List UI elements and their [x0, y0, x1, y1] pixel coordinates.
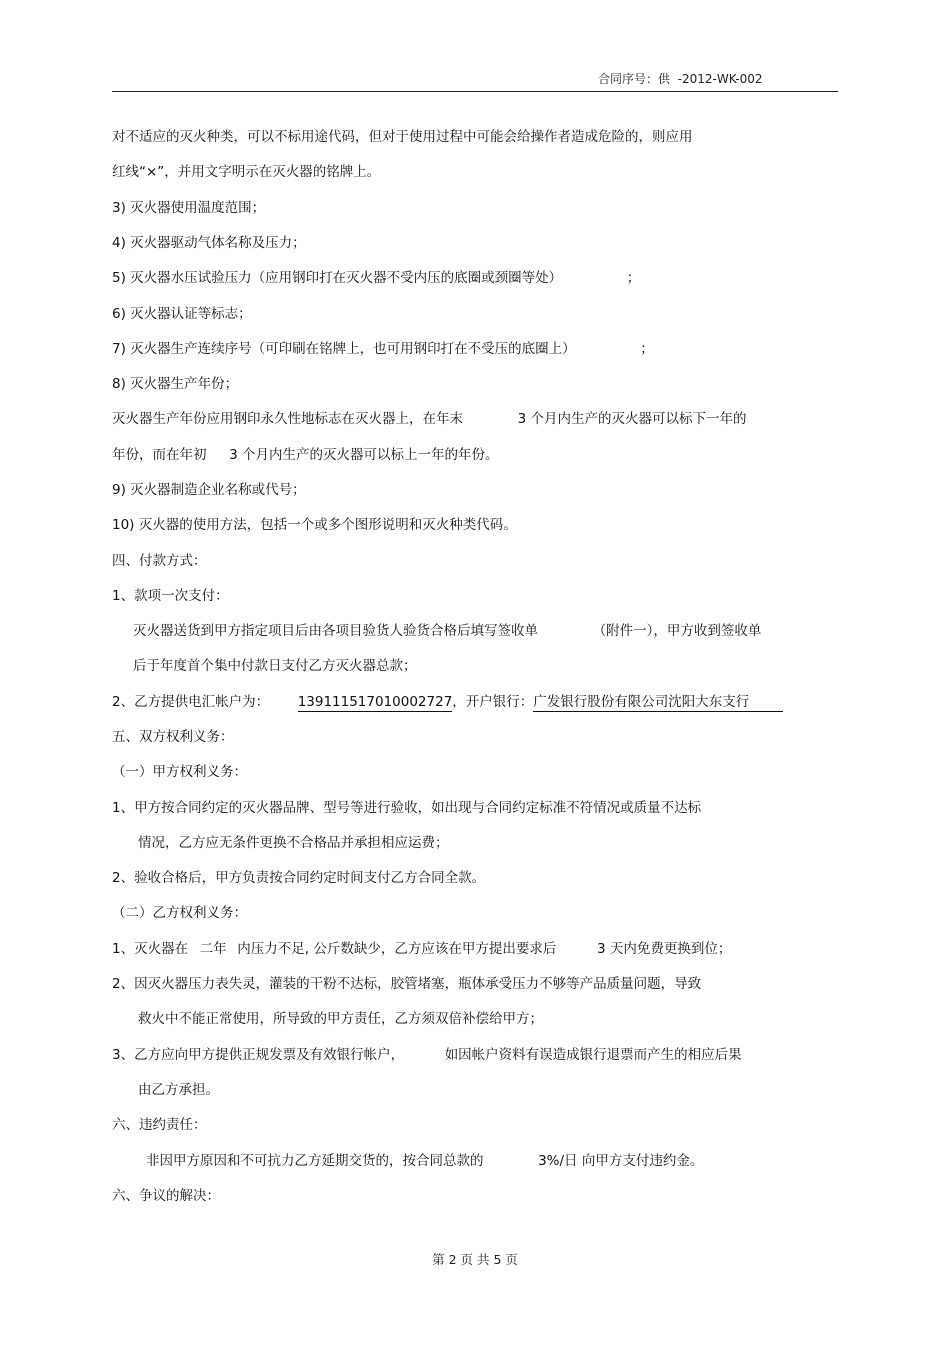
text-line — [112, 446, 498, 464]
list-item-text: 5) 灭火器水压试验压力（应用钢印打在灭火器不受内压的底圈或颈圈等处） — [112, 270, 563, 286]
bank-label: ，开户银行： — [452, 694, 534, 710]
list-item: 2、因灭火器压力表失灵，灌装的干粉不达标，胶管堵塞，瓶体承受压力不够等产品质量问题，导致 — [112, 976, 702, 992]
list-item: 8) 灭火器生产年份； — [112, 376, 239, 392]
text-segment: 3、乙方应向甲方提供正规发票及有效银行帐户， — [112, 1047, 405, 1063]
bank-account-line — [112, 693, 783, 711]
text-segment: 灭火器生产年份应用钢印永久性地标志在灭火器上，在年末 — [112, 411, 463, 427]
text-segment: 如因帐户资料有误造成银行退票而产生的相应后果 — [444, 1047, 742, 1063]
text-segment: 二年 — [199, 941, 227, 957]
list-item: 2、验收合格后，甲方负责按合同约定时间支付乙方合同全款。 — [112, 870, 486, 886]
list-item-text: 7) 灭火器生产连续序号（可印刷在铭牌上，也可用钢印打在不受压的底圈上） — [112, 341, 576, 357]
text-segment: 内压力不足 — [237, 941, 305, 957]
list-item — [112, 940, 731, 958]
list-item: 3) 灭火器使用温度范围； — [112, 200, 266, 216]
text-segment: 年份，而在年初 — [112, 447, 207, 463]
subsection-heading: 1、款项一次支付： — [112, 588, 229, 604]
list-item — [112, 340, 654, 358]
account-label: 2、乙方提供电汇帐户为： — [112, 694, 270, 710]
subsection-heading: （二）乙方权利义务： — [112, 905, 247, 921]
contract-number: -2012-WK-002 — [677, 72, 763, 86]
text-line: 救火中不能正常使用，所导致的甲方责任，乙方须双倍补偿给甲方； — [138, 1011, 543, 1027]
text-line: 对不适应的灭火种类，可以不标用途代码，但对于使用过程中可能会给操作者造成危险的，则应用 — [112, 129, 693, 145]
text-line — [112, 410, 746, 428]
header-rule — [112, 91, 838, 92]
list-item — [112, 269, 640, 287]
section-heading: 五、双方权利义务： — [112, 729, 234, 745]
list-item: 9) 灭火器制造企业名称或代号； — [112, 482, 306, 498]
text-line — [146, 1152, 703, 1170]
text-segment: 非因甲方原因和不可抗力乙方延期交货的，按合同总款的 — [146, 1153, 484, 1169]
text-segment: （附件一），甲方收到签收单 — [592, 623, 762, 639]
contract-label: 合同序号：供 — [598, 72, 671, 86]
text-segment: 灭火器送货到甲方指定项目后由各项目验货人验货合格后填写签收单 — [133, 623, 538, 639]
text-segment: 3 个月内生产的灭火器可以标下一年的 — [517, 411, 747, 427]
text-line: 由乙方承担。 — [138, 1082, 219, 1098]
penalty-rate: 3%/日 — [538, 1153, 578, 1169]
list-item: 6) 灭火器认证等标志； — [112, 306, 252, 322]
text-segment: 向甲方支付违约金。 — [581, 1153, 704, 1169]
list-item: 4) 灭火器驱动气体名称及压力； — [112, 235, 306, 251]
contract-number-header — [598, 70, 763, 87]
page-number-footer: 第 2 页 共 5 页 — [432, 1252, 518, 1267]
text-line — [133, 622, 761, 640]
section-heading: 六、违约责任： — [112, 1117, 207, 1133]
text-segment: , 公斤数缺少，乙方应该在甲方提出要求后 — [304, 941, 557, 957]
text-segment: 3 天内免费更换到位； — [596, 941, 732, 957]
list-item — [112, 1046, 742, 1064]
list-item-punct: ； — [626, 270, 641, 286]
text-segment: 3 个月内生产的灭火器可以标上一年的年份。 — [229, 447, 499, 463]
text-segment: 1、灭火器在 — [112, 941, 189, 957]
list-item: 1、甲方按合同约定的灭火器品牌、型号等进行验收，如出现与合同约定标准不符情况或质量不达标 — [112, 800, 702, 816]
account-number: 139111517010002727 — [297, 694, 453, 710]
bank-name: 广发银行股份有限公司沈阳大东支行 — [533, 694, 783, 712]
list-item-punct: ； — [640, 341, 654, 357]
section-heading: 六、争议的解决： — [112, 1188, 220, 1204]
text-line: 红线“×”，并用文字明示在灭火器的铭牌上。 — [112, 164, 381, 180]
text-line: 后于年度首个集中付款日支付乙方灭火器总款； — [133, 658, 417, 674]
list-item: 10) 灭火器的使用方法，包括一个或多个图形说明和灭火种类代码。 — [112, 517, 517, 533]
text-line: 情况，乙方应无条件更换不合格品并承担相应运费； — [138, 835, 449, 851]
section-heading: 四、付款方式： — [112, 553, 207, 569]
subsection-heading: （一）甲方权利义务： — [112, 764, 247, 780]
